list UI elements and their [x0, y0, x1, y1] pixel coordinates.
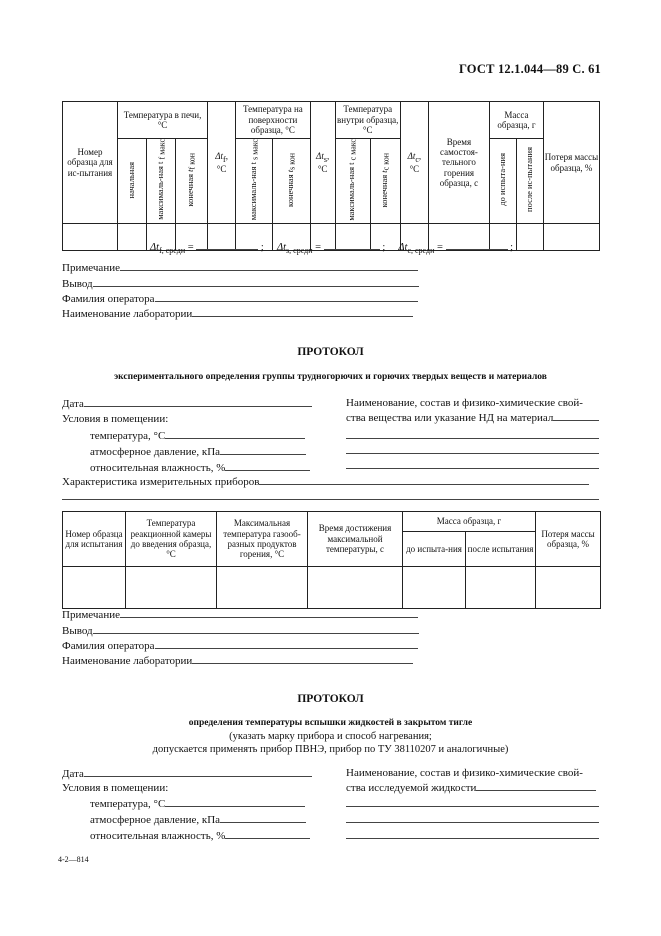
operator-line-2: Фамилия оператора: [62, 639, 418, 652]
protocol-1-title: ПРОТОКОЛ: [297, 346, 364, 358]
col-burn-time: Время самостоя-тельного горения образца, с: [428, 102, 489, 224]
pressure-line-1: атмосферное давление, кПа: [90, 445, 306, 458]
date-line-2: Дата: [62, 767, 312, 780]
date-line-1: Дата: [62, 397, 312, 410]
note-line-2: Примечание: [62, 608, 418, 621]
humidity-line-1: относительная влажность, %: [90, 461, 310, 474]
group-furnace-temp: Температура в печи, °С: [117, 102, 207, 139]
blank-line: [62, 499, 599, 500]
page-footer-code: 4-2—814: [58, 855, 89, 864]
blank-line: [346, 453, 599, 454]
col-dt-s: $\Delta t_s$, °С: [310, 102, 335, 224]
operator-line-1: Фамилия оператора: [62, 292, 418, 305]
blank-line: [346, 468, 599, 469]
lab-line-2: Наименование лаборатории: [62, 654, 413, 667]
group-mass: Масса образца, г: [490, 102, 544, 139]
protocol-2-note-2: допускается применять прибор ПВНЭ, прибор по ТУ 38110207 и аналогичные): [152, 744, 509, 755]
instruments-line: Характеристика измерительных приборов: [62, 475, 589, 488]
mass-after: после испытания: [466, 532, 536, 567]
substance-desc-1: Наименование, состав и физико-химические свой- ства вещества или указание НД на материал: [346, 397, 599, 424]
protocol-2-subtitle: определения температуры вспышки жидкостей в закрытом тигле: [188, 718, 473, 728]
table-row: [63, 567, 601, 609]
lab-line-1: Наименование лаборатории: [62, 307, 413, 320]
col-time-to-max: Время достижения максимальной температуры, с: [308, 512, 403, 567]
conclusion-line-1: Вывод: [62, 277, 419, 290]
table-furnace-test: [62, 101, 600, 251]
page-header: ГОСТ 12.1.044—89 С. 61: [458, 62, 601, 76]
col-dt-c: $\Delta t_c$, °С: [400, 102, 428, 224]
col-chamber-temp: Температура реакционной камеры до введения образца, °С: [126, 512, 217, 567]
temperature-line-1: температура, °С: [90, 429, 305, 442]
col-mass-loss: Потеря массы образца, %: [543, 102, 599, 224]
pressure-line-2: атмосферное давление, кПа: [90, 813, 306, 826]
liquid-desc: Наименование, состав и физико-химические свой- ства исследуемой жидкости: [346, 767, 596, 794]
temperature-line-2: температура, °С: [90, 797, 305, 810]
conditions-label-2: Условия в помещении:: [62, 782, 169, 794]
col-dt-f: $\Delta t_f$, °С: [208, 102, 236, 224]
blank-line: [346, 822, 599, 823]
blank-line: [346, 438, 599, 439]
mass-after: после ис-пытания: [516, 139, 543, 224]
mean-values: $\Delta t_{f, средн}$ = ; $\Delta t_{s, средн}$ = ; $\Delta t_{c, средн}$ = ;: [150, 242, 514, 256]
mass-before: до испыта-ния: [490, 139, 517, 224]
group-surface-temp: Температура на поверхности образца, °С: [236, 102, 311, 139]
note-line-1: Примечание: [62, 261, 418, 274]
blank-line: [346, 838, 599, 839]
group-mass: Масса образца, г: [403, 512, 536, 532]
surface-final: конечная $t_{s кон}$: [273, 139, 310, 224]
inside-max: максималь-ная t $_{c макс}$: [335, 139, 370, 224]
conclusion-line-2: Вывод: [62, 624, 419, 637]
blank-line: [346, 806, 599, 807]
furnace-final: конечная $t_{f кон}$: [175, 139, 207, 224]
mass-before: до испыта-ния: [403, 532, 466, 567]
furnace-initial: начальная: [117, 139, 146, 224]
col-sample-number: Номер образца для ис-пытания: [63, 102, 118, 224]
humidity-line-2: относительная влажность, %: [90, 829, 310, 842]
protocol-1-subtitle: экспериментального определения группы трудногорючих и горючих твердых веществ и материалов: [114, 372, 547, 382]
col-sample-number: Номер образца для испытания: [63, 512, 126, 567]
protocol-2-note-1: (указать марку прибора и способ нагревания;: [229, 731, 432, 742]
conditions-label-1: Условия в помещении:: [62, 413, 169, 425]
table-gas-temperature: [62, 511, 601, 609]
surface-max: максималь-ная t $_{s макс}$: [236, 139, 273, 224]
col-mass-loss: Потеря массы образца, %: [536, 512, 601, 567]
protocol-2-title: ПРОТОКОЛ: [297, 693, 364, 705]
furnace-max: максималь-ная t $_{f макс}$: [146, 139, 175, 224]
group-inside-temp: Температура внутри образца, °С: [335, 102, 400, 139]
inside-final: конечная $t_{c кон}$: [370, 139, 400, 224]
col-max-gas-temp: Максимальная температура газооб-разных продуктов горения, °С: [217, 512, 308, 567]
